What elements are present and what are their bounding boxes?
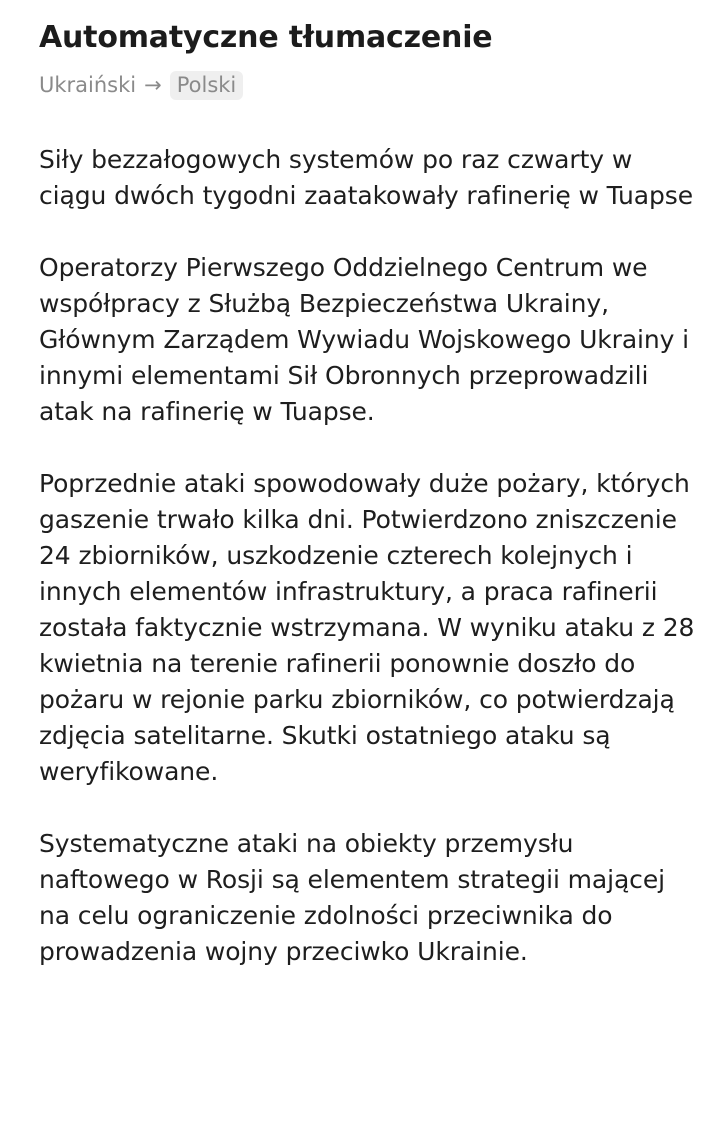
paragraph-previous-attacks: Poprzednie ataki spowodowały duże pożary, których gaszenie trwało kilka dni. Potwierdzono zniszczenie 24 zbiorników, uszkodzenie czterech kolejnych i innych elementów infrastruktury, a praca rafinerii została faktycznie wstrzymana. W wyniku ataku z 28 kwietnia na terenie rafinerii ponownie doszło do pożaru w rejonie parku zbiorników, co potwierdzają zdjęcia satelitarne. Skutki ostatniego ataku są weryfikowane. bbox=[39, 469, 695, 786]
arrow-right-icon: → bbox=[144, 73, 162, 97]
paragraph-headline: Siły bezzałogowych systemów po raz czwarty w ciągu dwóch tygodni zaatakowały rafinerię w Tuapse bbox=[39, 145, 693, 210]
translation-sheet bbox=[39, 0, 699, 1006]
source-language: Ukraiński bbox=[39, 73, 137, 97]
paragraph-strategy: Systematyczne ataki na obiekty przemysłu naftowego w Rosji są elementem strategii mającej na celu ograniczenie zdolności przeciwnika do prowadzenia wojny przeciwko Ukrainie. bbox=[39, 829, 665, 966]
sheet-title: Automatyczne tłumaczenie bbox=[39, 20, 493, 55]
translated-text bbox=[39, 142, 699, 970]
target-language-button[interactable]: Polski bbox=[170, 71, 244, 100]
paragraph-operators: Operatorzy Pierwszego Oddzielnego Centrum we współpracy z Służbą Bezpieczeństwa Ukrainy, Głównym Zarządem Wywiadu Wojskowego Ukrainy i innymi elementami Sił Obronnych przeprowadzili atak na rafinerię w Tuapse. bbox=[39, 253, 690, 426]
language-row bbox=[39, 68, 699, 102]
